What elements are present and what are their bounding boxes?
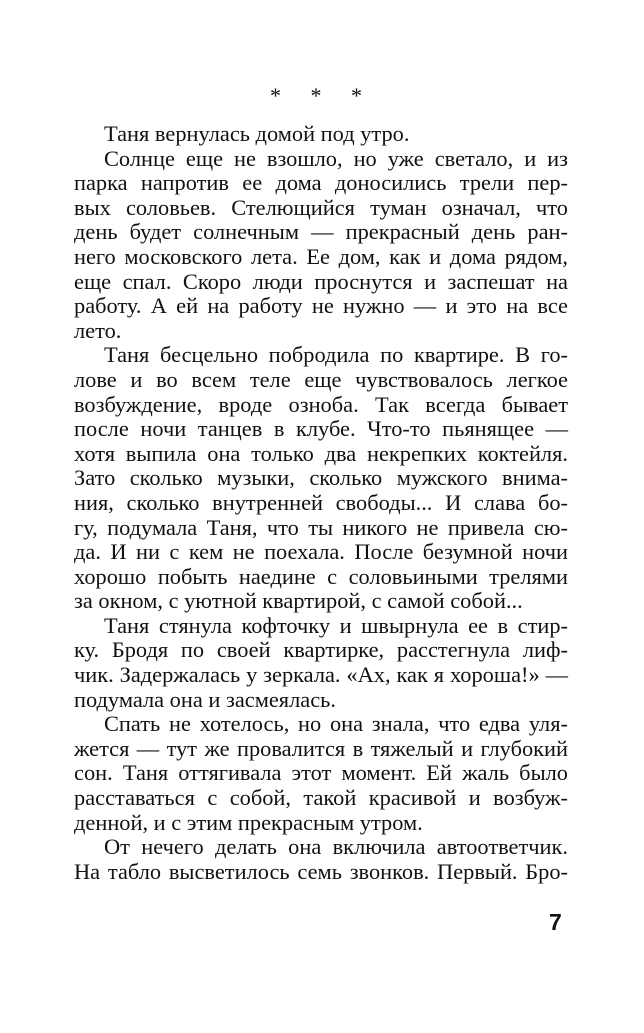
body-text: [74, 122, 568, 884]
text-line: чик. Задержалась у зеркала. «Ах, как я хороша!» —: [74, 662, 568, 688]
page-number: 7: [549, 909, 562, 935]
text-line: Солнце еще не взошло, но уже светало, и из: [104, 145, 568, 171]
text-line: сон. Таня оттягивала этот момент. Ей жаль было: [74, 760, 568, 786]
text-line: парка напротив ее дома доносились трели пер-: [74, 170, 568, 196]
text-line: да. И ни с кем не поехала. После безумной ночи: [74, 539, 568, 565]
text-line: ния, сколько внутренней свободы... И слава бо-: [74, 489, 568, 515]
text-line: лето.: [74, 317, 122, 343]
text-line: ку. Бродя по своей квартирке, расстегнула лиф-: [74, 637, 568, 663]
text-line: Таня стянула кофточку и швырнула ее в стир-: [104, 612, 568, 638]
text-line: Спать не хотелось, но она знала, что едва уля-: [104, 711, 568, 737]
section-separator: * * *: [270, 83, 374, 108]
text-line: На табло высветилось семь звонков. Первый. Бро-: [74, 858, 568, 884]
text-line: хорошо побыть наедине с соловьиными трелями: [74, 563, 568, 589]
text-line: после ночи танцев в клубе. Что-то пьянящее —: [74, 416, 568, 442]
text-line: расставаться с собой, такой красивой и возбуж-: [74, 785, 568, 811]
text-line: за окном, с уютной квартирой, с самой собой...: [74, 588, 523, 614]
text-line: него московского лета. Ее дом, как и дома рядом,: [74, 243, 568, 269]
text-line: Зато сколько музыки, сколько мужского внима-: [74, 465, 568, 491]
text-line: Таня бесцельно побродила по квартире. В го-: [104, 342, 568, 368]
text-line: еще спал. Скоро люди проснутся и заспешат на: [74, 268, 568, 294]
text-line: возбуждение, вроде озноба. Так всегда бывает: [74, 391, 568, 417]
text-line: лове и во всем теле еще чувствовалось легкое: [74, 366, 568, 392]
text-line: работу. А ей на работу не нужно — и это на все: [74, 293, 568, 319]
text-line: подумала она и засмеялась.: [74, 686, 336, 712]
text-line: вых соловьев. Стелющийся туман означал, что: [74, 194, 568, 220]
text-line: От нечего делать она включила автоответчик.: [104, 834, 568, 860]
text-line: хотя выпила она только два некрепких коктейля.: [74, 440, 568, 466]
text-line: жется — тут же провалится в тяжелый и глубокий: [74, 735, 568, 761]
text-line: денной, и с этим прекрасным утром.: [74, 809, 423, 835]
text-line: гу, подумала Таня, что ты никого не привела сю-: [74, 514, 568, 540]
text-line: день будет солнечным — прекрасный день ран-: [74, 219, 568, 245]
text-line: Таня вернулась домой под утро.: [104, 121, 410, 146]
